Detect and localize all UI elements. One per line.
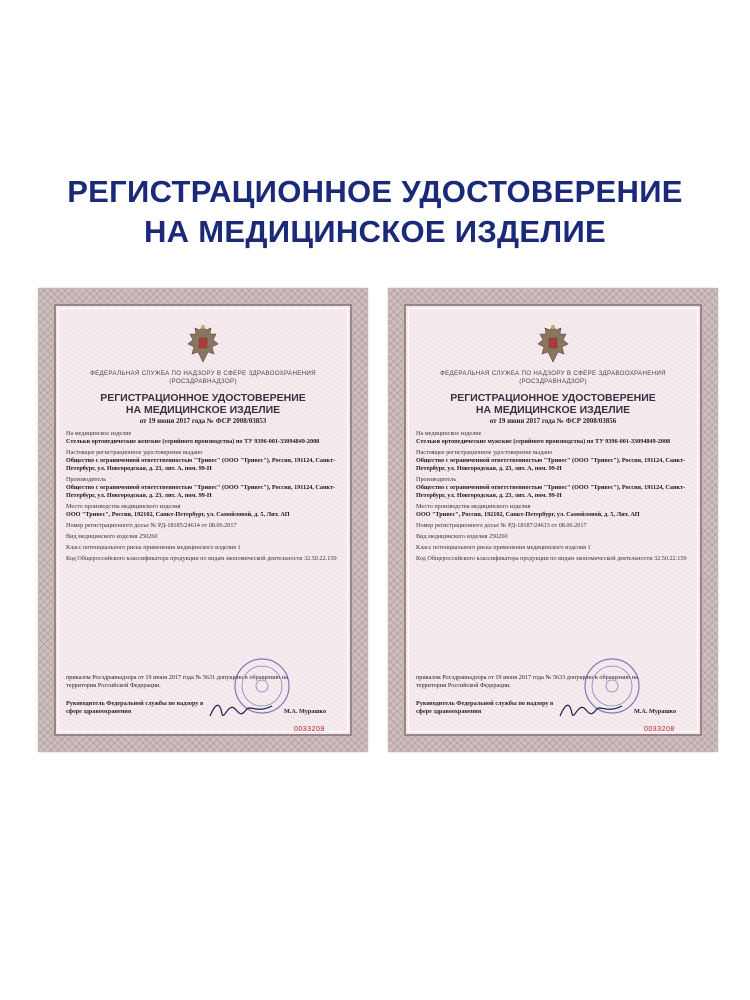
site-label: Место производства медицинского изделия	[416, 503, 531, 510]
dossier-number: Номер регистрационного досье № РД-18187/24613 от 08.06.2017	[416, 522, 587, 529]
maker-value: Общество с ограниченной ответственностью "Тривес" (ООО "Тривес"), Россия, 191124, Санкт-Петербург, ул. Новгородская, д. 23, лит. А, пом. 99-Н	[66, 484, 336, 499]
product-label: На медицинское изделие	[416, 430, 482, 437]
order-text: приказом Росздравнадзора от 19 июня 2017 года № 5631 допущено к обращению на территории Российской Федерации.	[66, 674, 288, 689]
serial-number: 0033208	[644, 726, 675, 733]
signer-name: М.А. Мурашко	[284, 708, 327, 715]
product-label: На медицинское изделие	[66, 430, 132, 437]
signer-name: М.А. Мурашко	[634, 708, 677, 715]
issued-value: Общество с ограниченной ответственностью "Тривес" (ООО "Тривес"), Россия, 191124, Санкт-Петербург, ул. Новгородская, д. 23, лит. А, пом. 99-Н	[66, 457, 336, 472]
signature-icon	[556, 698, 626, 722]
certificate-title: РЕГИСТРАЦИОННОЕ УДОСТОВЕРЕНИЕ	[100, 392, 306, 404]
certificate-subtitle: НА МЕДИЦИНСКОЕ ИЗДЕЛИЕ	[125, 404, 281, 416]
site-label: Место производства медицинского изделия	[66, 503, 181, 510]
maker-label: Производитель	[416, 476, 457, 483]
product-value: Стельки ортопедические мужские (серийного производства) по ТУ 9396-001-33094849-2008	[416, 438, 671, 445]
risk-class: Класс потенциального риска применения медицинского изделия 1	[416, 544, 591, 551]
head-title: Руководитель Федеральной службы по надзору в сфере здравоохранения	[66, 700, 204, 715]
issued-value: Общество с ограниченной ответственностью "Тривес" (ООО "Тривес"), Россия, 191124, Санкт-Петербург, ул. Новгородская, д. 23, лит. А, пом. 99-Н	[416, 457, 686, 472]
issued-label: Настоящее регистрационное удостоверение выдано	[416, 449, 553, 456]
maker-label: Производитель	[66, 476, 107, 483]
signature-icon	[206, 698, 276, 722]
risk-class: Класс потенциального риска применения медицинского изделия 1	[66, 544, 241, 551]
coat-of-arms-icon	[183, 322, 223, 366]
issued-label: Настоящее регистрационное удостоверение выдано	[66, 449, 203, 456]
headline-line-2: НА МЕДИЦИНСКОЕ ИЗДЕЛИЕ	[143, 214, 607, 249]
agency-name: ФЕДЕРАЛЬНАЯ СЛУЖБА ПО НАДЗОРУ В СФЕРЕ ЗДРАВООХРАНЕНИЯ (РОСЗДРАВНАДЗОР)	[90, 370, 316, 385]
head-title: Руководитель Федеральной службы по надзору в сфере здравоохранения	[416, 700, 554, 715]
certificate-subtitle: НА МЕДИЦИНСКОЕ ИЗДЕЛИЕ	[475, 404, 631, 416]
maker-value: Общество с ограниченной ответственностью "Тривес" (ООО "Тривес"), Россия, 191124, Санкт-Петербург, ул. Новгородская, д. 23, лит. А, пом. 99-Н	[416, 484, 686, 499]
okpd-code: Код Общероссийского классификатора продукции по видам экономической деятельности 32.50.22.150	[66, 555, 337, 562]
certificate-number: от 19 июня 2017 года № ФСР 2008/03856	[489, 417, 617, 425]
order-text: приказом Росздравнадзора от 19 июня 2017 года № 5633 допущено к обращению на территории Российской Федерации.	[416, 674, 638, 689]
okpd-code: Код Общероссийского классификатора продукции по видам экономической деятельности 32.50.22.150	[416, 555, 687, 562]
certificate-men	[388, 288, 718, 752]
serial-number: 0033209	[294, 726, 325, 733]
headline-line-1: РЕГИСТРАЦИОННОЕ УДОСТОВЕРЕНИЕ	[67, 174, 683, 209]
agency-name: ФЕДЕРАЛЬНАЯ СЛУЖБА ПО НАДЗОРУ В СФЕРЕ ЗДРАВООХРАНЕНИЯ (РОСЗДРАВНАДЗОР)	[440, 370, 666, 385]
page-headline	[0, 172, 750, 252]
certificate-number: от 19 июня 2017 года № ФСР 2008/03853	[139, 417, 267, 425]
device-kind: Вид медицинского изделия 250260	[66, 533, 158, 540]
certificate-body	[54, 304, 352, 736]
site-value: ООО "Тривес", Россия, 192102, Санкт-Петербург, ул. Самойловой, д. 5, Лит. АП	[66, 511, 290, 518]
certificate-body	[404, 304, 702, 736]
device-kind: Вид медицинского изделия 250260	[416, 533, 508, 540]
coat-of-arms-icon	[533, 322, 573, 366]
certificate-title: РЕГИСТРАЦИОННОЕ УДОСТОВЕРЕНИЕ	[450, 392, 656, 404]
certificate-women	[38, 288, 368, 752]
dossier-number: Номер регистрационного досье № РД-18185/24614 от 08.06.2017	[66, 522, 237, 529]
product-value: Стельки ортопедические женские (серийного производства) по ТУ 9396-001-33094849-2008	[66, 438, 320, 445]
site-value: ООО "Тривес", Россия, 192102, Санкт-Петербург, ул. Самойловой, д. 5, Лит. АП	[416, 511, 640, 518]
